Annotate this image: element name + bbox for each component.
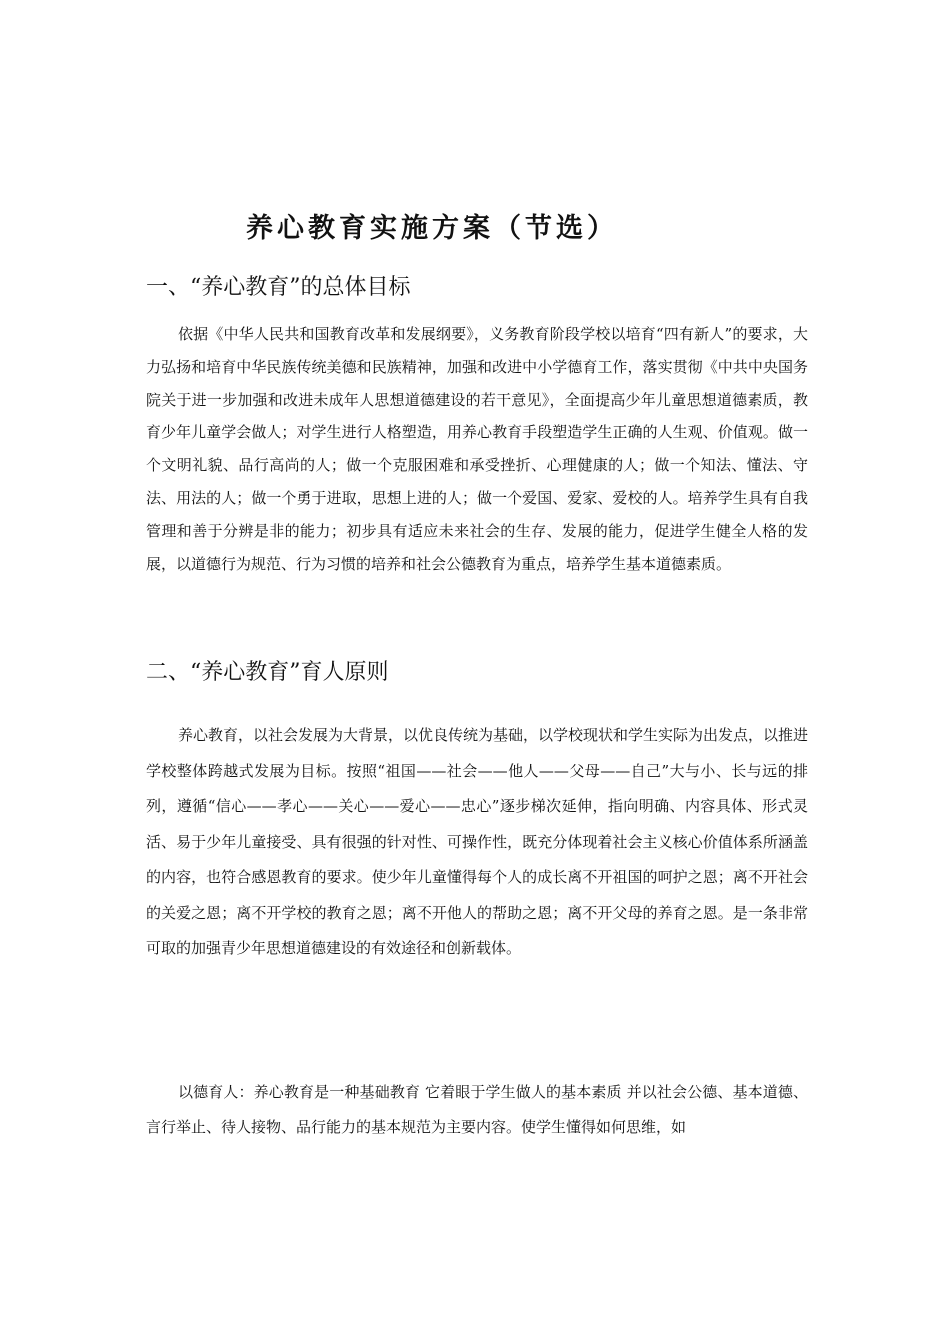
section-paragraph-principles: 养心教育，以社会发展为大背景，以优良传统为基础，以学校现状和学生实际为出发点，以推进学校整体跨越式发展为目标。按照“祖国——社会——他人——父母——自己”大与小、长与远的排列，遵循“信心——孝心——关心——爱心——忠心”逐步梯次延伸，指向明确、内容具体、形式灵活、易于少年儿童接受、具有很强的针对性、可操作性，既充分体现着社会主义核心价值体系所涵盖的内容，也符合感恩教育的要求。使少年儿童懂得每个人的成长离不开祖国的呵护之恩；离不开社会的关爱之恩；离不开学校的教育之恩；离不开他人的帮助之恩；离不开父母的养育之恩。是一条非常可取的加强青少年思想道德建设的有效途径和创新载体。: [146, 726, 809, 957]
section-paragraph-goals: 依据《中华人民共和国教育改革和发展纲要》，义务教育阶段学校以培育“四有新人”的要求，大力弘扬和培育中华民族传统美德和民族精神，加强和改进中小学德育工作，落实贯彻《中共中央国务院关于进一步加强和改进未成年人思想道德建设的若干意见》，全面提高少年儿童思想道德素质，教育少年儿童学会做人；对学生进行人格塑造，用养心教育手段塑造学生正确的人生观、价值观。做一个文明礼貌、品行高尚的人；做一个克服困难和承受挫折、心理健康的人；做一个知法、懂法、守法、用法的人；做一个勇于进取，思想上进的人；做一个爱国、爱家、爱校的人。培养学生具有自我管理和善于分辨是非的能力；初步具有适应未来社会的生存、发展的能力，促进学生健全人格的发展，以道德行为规范、行为习惯的培养和社会公德教育为重点，培养学生基本道德素质。: [146, 325, 808, 573]
section-heading-principles: 二、“养心教育”育人原则: [146, 660, 389, 685]
document-title: 养心教育实施方案（节选）: [246, 213, 618, 244]
section-heading-goals: 一、“养心教育”的总体目标: [146, 275, 411, 300]
section-paragraph-moral-education: 以德育人：养心教育是一种基础教育 它着眼于学生做人的基本素质 并以社会公德、基本道德、言行举止、待人接物、品行能力的基本规范为主要内容。使学生懂得如何思维，如: [146, 1083, 808, 1136]
